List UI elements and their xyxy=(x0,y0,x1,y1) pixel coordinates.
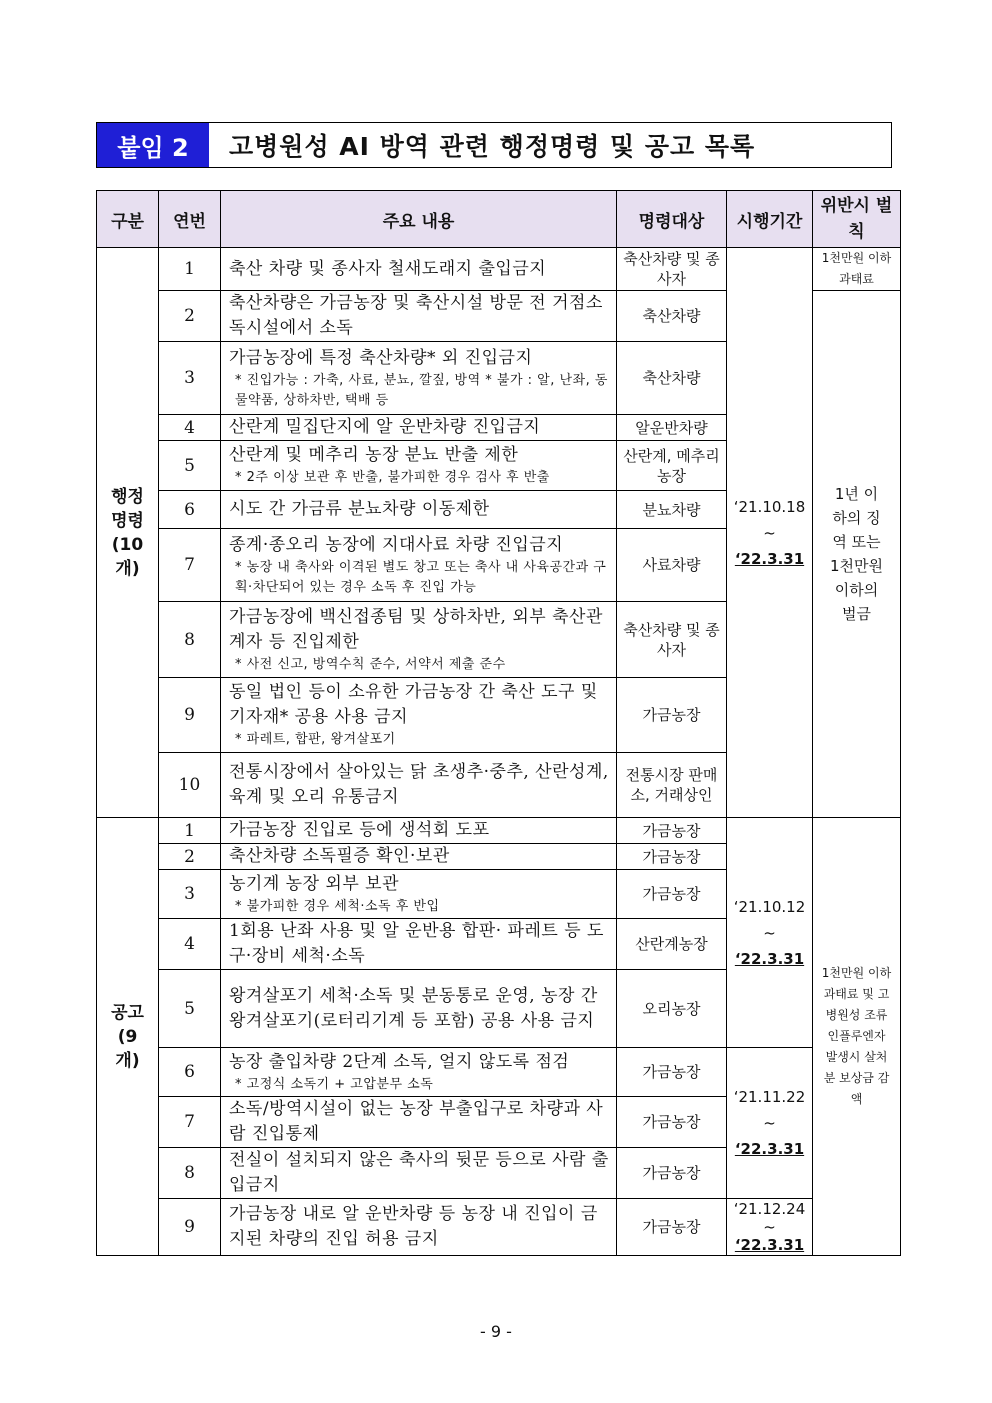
attachment-badge: 붙임 2 xyxy=(97,123,209,167)
row-target: 산란계농장 xyxy=(617,919,727,970)
row-target: 오리농장 xyxy=(617,970,727,1048)
row-target: 가금농장 xyxy=(617,678,727,753)
row-note: * 불가피한 경우 세척·소독 후 반입 xyxy=(235,898,440,914)
row-note: * 고정식 소독기 + 고압분무 소독 xyxy=(235,1076,434,1092)
row-target: 축산차량 및 종사자 xyxy=(617,602,727,678)
row-no: 5 xyxy=(159,441,221,491)
row-content: 소독/방역시설이 없는 농장 부출입구로 차량과 사람 진입통제 xyxy=(221,1097,617,1148)
row-note: * 2주 이상 보관 후 반출, 불가피한 경우 검사 후 반출 xyxy=(235,470,550,485)
period-to: ‘22.3.31 xyxy=(734,549,805,568)
row-content: 가금농장 내로 알 운반차량 등 농장 내 진입이 금지된 차량의 진입 허용 금지 xyxy=(221,1199,617,1256)
row-no: 8 xyxy=(159,602,221,678)
row-no: 4 xyxy=(159,415,221,441)
row-content: 시도 간 가금류 분뇨차량 이동제한 xyxy=(221,491,617,529)
period-admin xyxy=(727,248,813,818)
row-content: 축산차량은 가금농장 및 축산시설 방문 전 거점소독시설에서 소독 xyxy=(221,291,617,342)
table-row xyxy=(97,818,901,844)
category-admin: 행정 명령 (10개) xyxy=(97,248,159,818)
table-row xyxy=(97,248,901,291)
table-row xyxy=(97,1199,901,1256)
row-target: 산란계, 메추리 농장 xyxy=(617,441,727,491)
period-tilde: ~ xyxy=(763,923,776,942)
period-to: ‘22.3.31 xyxy=(734,949,805,968)
row-target: 가금농장 xyxy=(617,844,727,870)
row-target: 가금농장 xyxy=(617,1148,727,1199)
period-from: ‘21.10.18 xyxy=(733,497,806,516)
header-row xyxy=(97,191,901,248)
row-content: 종계·종오리 농장에 지대사료 차량 진입금지 * 농장 내 축사와 이격된 별도 창고 또는 축사 내 사육공간과 구획·차단되어 있는 경우 소독 후 진입 가능 xyxy=(221,529,617,602)
period-notice-3 xyxy=(727,1199,813,1256)
period-from: ‘21.12.24 xyxy=(733,1200,806,1218)
order-table xyxy=(96,190,901,1256)
row-target: 알운반차량 xyxy=(617,415,727,441)
row-no: 7 xyxy=(159,529,221,602)
category-notice: 공고 (9개) xyxy=(97,818,159,1256)
header-content: 주요 내용 xyxy=(221,191,617,248)
row-target: 분뇨차량 xyxy=(617,491,727,529)
row-target: 가금농장 xyxy=(617,1048,727,1097)
row-target: 가금농장 xyxy=(617,870,727,919)
header-period: 시행기간 xyxy=(727,191,813,248)
row-content: 축산차량 소독필증 확인·보관 xyxy=(221,844,617,870)
table-row xyxy=(97,1048,901,1097)
row-content: 산란계 밀집단지에 알 운반차량 진입금지 xyxy=(221,415,617,441)
row-target: 사료차량 xyxy=(617,529,727,602)
row-target: 축산차량 및 종사자 xyxy=(617,248,727,291)
period-notice-1 xyxy=(727,818,813,1048)
row-content: 1회용 난좌 사용 및 알 운반용 합판· 파레트 등 도구·장비 세척·소독 xyxy=(221,919,617,970)
row-note: * 사전 신고, 방역수칙 준수, 서약서 제출 준수 xyxy=(235,656,506,672)
row-target: 가금농장 xyxy=(617,818,727,844)
period-tilde: ~ xyxy=(763,1114,776,1132)
row-content: 왕겨살포기 세척·소독 및 분동통로 운영, 농장 간 왕겨살포기(로터리기계 등 포함) 공용 사용 금지 xyxy=(221,970,617,1048)
row-no: 8 xyxy=(159,1148,221,1199)
row-no: 2 xyxy=(159,291,221,342)
period-from: ‘21.11.22 xyxy=(733,1088,806,1106)
row-no: 6 xyxy=(159,1048,221,1097)
row-content: 가금농장에 특정 축산차량* 외 진입금지 * 진입가능 : 가축, 사료, 분뇨, 깔짚, 방역 * 불가 : 알, 난좌, 동물약품, 상하차반, 택배 등 xyxy=(221,342,617,415)
row-content: 전통시장에서 살아있는 닭 초생추·중추, 산란성계, 육계 및 오리 유통금지 xyxy=(221,753,617,818)
header-category: 구분 xyxy=(97,191,159,248)
row-no: 9 xyxy=(159,1199,221,1256)
row-no: 1 xyxy=(159,818,221,844)
row-no: 5 xyxy=(159,970,221,1048)
row-no: 2 xyxy=(159,844,221,870)
row-content: 전실이 설치되지 않은 축사의 뒷문 등으로 사람 출입금지 xyxy=(221,1148,617,1199)
period-to: ‘22.3.31 xyxy=(734,1140,805,1158)
header-penalty: 위반시 벌칙 xyxy=(813,191,901,248)
row-target: 가금농장 xyxy=(617,1097,727,1148)
page-number: - 9 - xyxy=(480,1322,512,1341)
row-target: 축산차량 xyxy=(617,291,727,342)
row-content: 동일 법인 등이 소유한 가금농장 간 축산 도구 및 기자재* 공용 사용 금지 * 파레트, 합판, 왕겨살포기 xyxy=(221,678,617,753)
row-content: 농장 출입차량 2단계 소독, 얼지 않도록 점검 * 고정식 소독기 + 고압분무 소독 xyxy=(221,1048,617,1097)
row-no: 1 xyxy=(159,248,221,291)
row-content: 가금농장에 백신접종팀 및 상하차반, 외부 축산관계자 등 진입제한 * 사전 신고, 방역수칙 준수, 서약서 제출 준수 xyxy=(221,602,617,678)
penalty-notice: 1천만원 이하 과태료 및 고병원성 조류인플루엔자 발생시 살처분 보상금 감액 xyxy=(813,818,901,1256)
row-note: * 파레트, 합판, 왕겨살포기 xyxy=(235,732,396,747)
row-target: 가금농장 xyxy=(617,1199,727,1256)
row-target: 축산차량 xyxy=(617,342,727,415)
row-no: 9 xyxy=(159,678,221,753)
header-no: 연번 xyxy=(159,191,221,248)
page-title: 고병원성 AI 방역 관련 행정명령 및 공고 목록 xyxy=(229,132,756,161)
row-no: 3 xyxy=(159,870,221,919)
row-no: 3 xyxy=(159,342,221,415)
period-tilde: ~ xyxy=(763,523,776,542)
row-no: 7 xyxy=(159,1097,221,1148)
period-from: ‘21.10.12 xyxy=(733,897,806,916)
row-note: * 진입가능 : 가축, 사료, 분뇨, 깔짚, 방역 * 불가 : 알, 난좌, 동물약품, 상하차반, 택배 등 xyxy=(235,372,608,408)
row-no: 6 xyxy=(159,491,221,529)
row-no: 10 xyxy=(159,753,221,818)
header-target: 명령대상 xyxy=(617,191,727,248)
period-notice-2 xyxy=(727,1048,813,1199)
row-content: 농기계 농장 외부 보관 * 불가피한 경우 세척·소독 후 반입 xyxy=(221,870,617,919)
row-note: * 농장 내 축사와 이격된 별도 창고 또는 축사 내 사육공간과 구획·차단되어 있는 경우 소독 후 진입 가능 xyxy=(235,559,607,595)
penalty-admin: 1년 이하의 징역 또는 1천만원 이하의 벌금 xyxy=(813,291,901,818)
row-target: 전통시장 판매소, 거래상인 xyxy=(617,753,727,818)
period-to: ‘22.3.31 xyxy=(734,1236,805,1254)
row-content: 가금농장 진입로 등에 생석회 도포 xyxy=(221,818,617,844)
title-bar xyxy=(96,122,892,168)
row-no: 4 xyxy=(159,919,221,970)
row-content: 산란계 및 메추리 농장 분뇨 반출 제한 * 2주 이상 보관 후 반출, 불가피한 경우 검사 후 반출 xyxy=(221,441,617,491)
period-tilde: ~ xyxy=(763,1218,776,1236)
penalty-fine: 1천만원 이하 과태료 xyxy=(813,248,901,291)
row-content: 축산 차량 및 종사자 철새도래지 출입금지 xyxy=(221,248,617,291)
